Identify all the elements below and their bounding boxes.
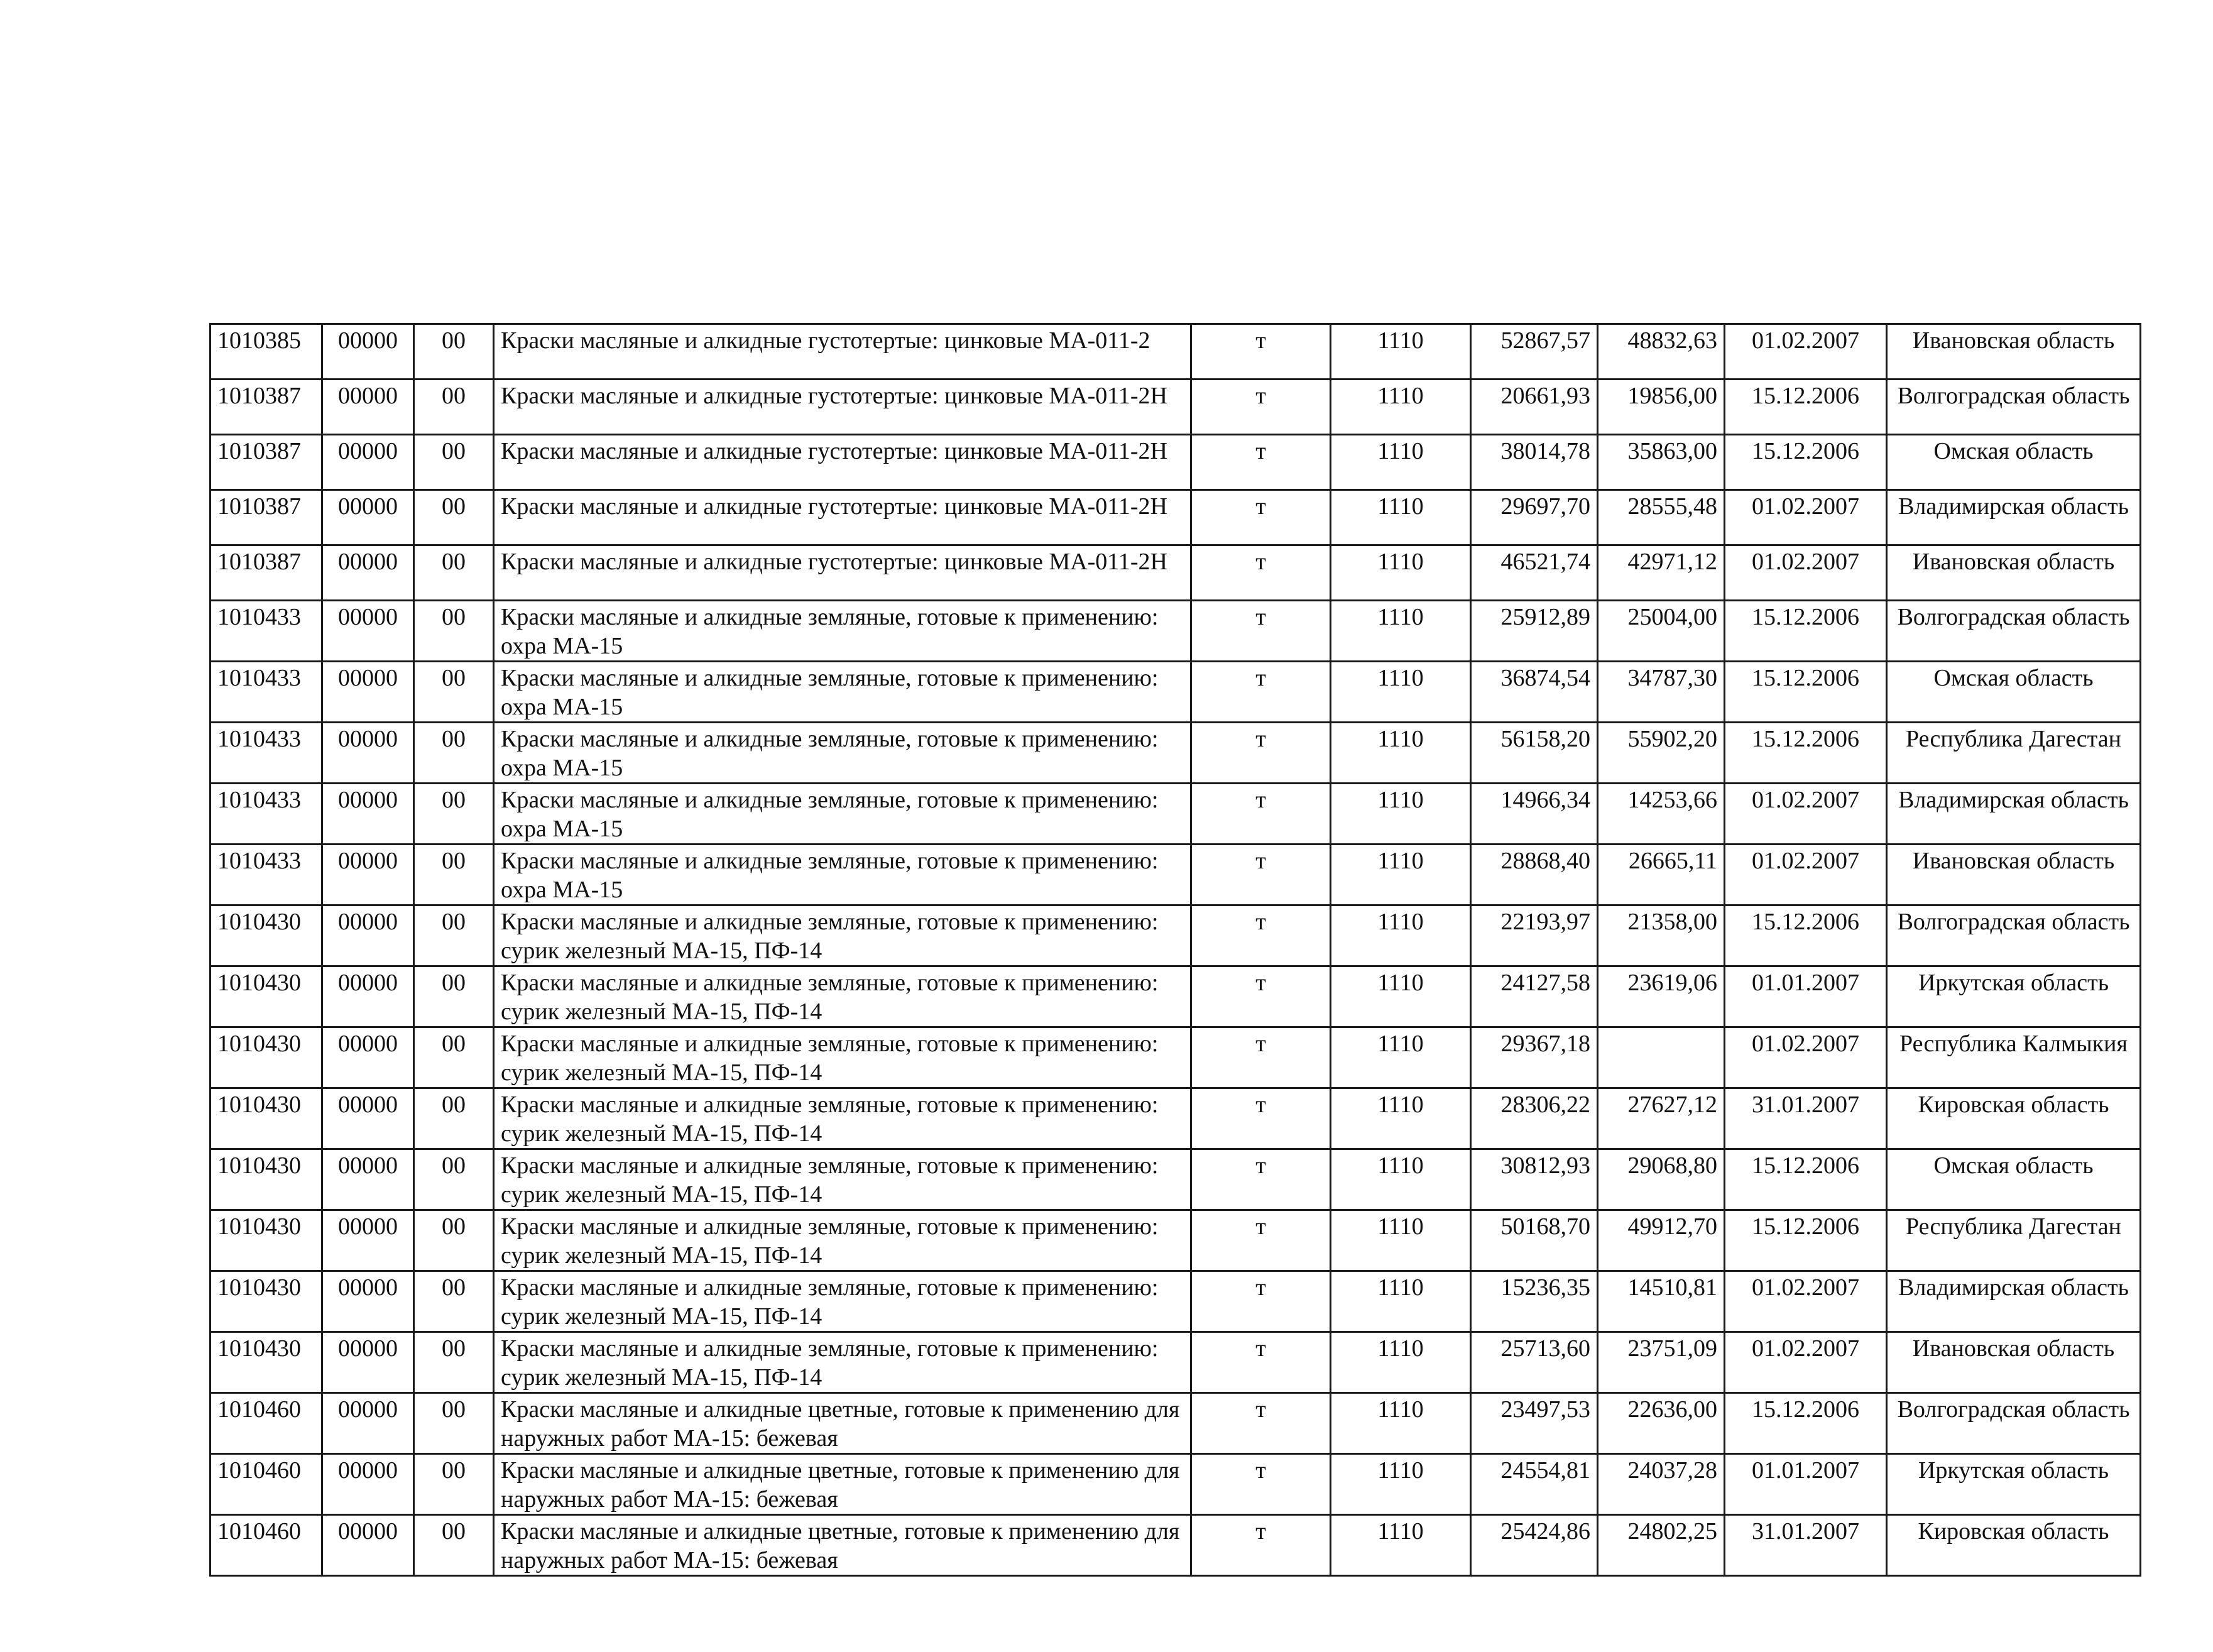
modifier-cell: 00 [414, 545, 494, 601]
price-without-vat-cell: 36874,54 [1471, 662, 1598, 723]
modifier-cell: 00 [414, 1271, 494, 1332]
product-name-cell: Краски масляные и алкидные густотертые: цинковые МА-011-2 [494, 324, 1191, 380]
product-name-cell: Краски масляные и алкидные земляные, готовые к применению: сурик железный МА-15, ПФ-14 [494, 1027, 1191, 1088]
modifier-cell: 00 [414, 966, 494, 1027]
okei-code-cell: 1110 [1331, 966, 1471, 1027]
subcode-cell: 00000 [322, 1515, 414, 1576]
unit-cell: т [1191, 601, 1331, 662]
price-second-cell: 21358,00 [1598, 905, 1725, 966]
price-without-vat-cell: 46521,74 [1471, 545, 1598, 601]
okei-code-cell: 1110 [1331, 1393, 1471, 1454]
unit-cell: т [1191, 1515, 1331, 1576]
modifier-cell: 00 [414, 324, 494, 380]
subcode-cell: 00000 [322, 435, 414, 490]
subcode-cell: 00000 [322, 1210, 414, 1271]
table-row [210, 966, 2141, 1027]
price-without-vat-cell: 22193,97 [1471, 905, 1598, 966]
date-cell: 31.01.2007 [1725, 1515, 1887, 1576]
okei-code-cell: 1110 [1331, 380, 1471, 435]
okei-code-cell: 1110 [1331, 601, 1471, 662]
price-without-vat-cell: 14966,34 [1471, 784, 1598, 845]
okei-code-cell: 1110 [1331, 1149, 1471, 1210]
price-without-vat-cell: 52867,57 [1471, 324, 1598, 380]
price-without-vat-cell: 30812,93 [1471, 1149, 1598, 1210]
modifier-cell: 00 [414, 845, 494, 905]
modifier-cell: 00 [414, 490, 494, 545]
table-row [210, 1515, 2141, 1576]
modifier-cell: 00 [414, 1149, 494, 1210]
okei-code-cell: 1110 [1331, 784, 1471, 845]
region-cell: Ивановская область [1887, 545, 2141, 601]
date-cell: 15.12.2006 [1725, 662, 1887, 723]
okei-code-cell: 1110 [1331, 324, 1471, 380]
price-second-cell: 42971,12 [1598, 545, 1725, 601]
table-row [210, 601, 2141, 662]
subcode-cell: 00000 [322, 905, 414, 966]
product-code-cell: 1010460 [210, 1393, 322, 1454]
product-code-cell: 1010387 [210, 545, 322, 601]
price-second-cell: 26665,11 [1598, 845, 1725, 905]
modifier-cell: 00 [414, 1454, 494, 1515]
product-code-cell: 1010433 [210, 784, 322, 845]
unit-cell: т [1191, 324, 1331, 380]
date-cell: 01.02.2007 [1725, 545, 1887, 601]
okei-code-cell: 1110 [1331, 1271, 1471, 1332]
region-cell: Волгоградская область [1887, 905, 2141, 966]
product-name-cell: Краски масляные и алкидные густотертые: цинковые МА-011-2Н [494, 490, 1191, 545]
okei-code-cell: 1110 [1331, 545, 1471, 601]
product-code-cell: 1010433 [210, 601, 322, 662]
product-name-cell: Краски масляные и алкидные густотертые: цинковые МА-011-2Н [494, 435, 1191, 490]
product-name-cell: Краски масляные и алкидные земляные, готовые к применению: сурик железный МА-15, ПФ-14 [494, 1271, 1191, 1332]
product-code-cell: 1010430 [210, 1149, 322, 1210]
price-second-cell: 34787,30 [1598, 662, 1725, 723]
price-second-cell: 14253,66 [1598, 784, 1725, 845]
price-without-vat-cell: 20661,93 [1471, 380, 1598, 435]
date-cell: 15.12.2006 [1725, 380, 1887, 435]
table-row [210, 845, 2141, 905]
table-row [210, 1332, 2141, 1393]
unit-cell: т [1191, 966, 1331, 1027]
date-cell: 15.12.2006 [1725, 1393, 1887, 1454]
subcode-cell: 00000 [322, 1454, 414, 1515]
date-cell: 15.12.2006 [1725, 1149, 1887, 1210]
modifier-cell: 00 [414, 435, 494, 490]
price-second-cell: 55902,20 [1598, 723, 1725, 784]
price-without-vat-cell: 50168,70 [1471, 1210, 1598, 1271]
price-second-cell: 49912,70 [1598, 1210, 1725, 1271]
subcode-cell: 00000 [322, 380, 414, 435]
unit-cell: т [1191, 1149, 1331, 1210]
modifier-cell: 00 [414, 662, 494, 723]
table-row [210, 435, 2141, 490]
modifier-cell: 00 [414, 1027, 494, 1088]
region-cell: Омская область [1887, 1149, 2141, 1210]
unit-cell: т [1191, 723, 1331, 784]
date-cell: 01.02.2007 [1725, 845, 1887, 905]
okei-code-cell: 1110 [1331, 1515, 1471, 1576]
product-code-cell: 1010430 [210, 1210, 322, 1271]
table-row [210, 324, 2141, 380]
price-second-cell: 24037,28 [1598, 1454, 1725, 1515]
unit-cell: т [1191, 1210, 1331, 1271]
product-code-cell: 1010430 [210, 1271, 322, 1332]
region-cell: Волгоградская область [1887, 1393, 2141, 1454]
region-cell: Волгоградская область [1887, 380, 2141, 435]
unit-cell: т [1191, 545, 1331, 601]
date-cell: 15.12.2006 [1725, 1210, 1887, 1271]
okei-code-cell: 1110 [1331, 1027, 1471, 1088]
table-row [210, 1210, 2141, 1271]
price-second-cell: 27627,12 [1598, 1088, 1725, 1149]
date-cell: 01.01.2007 [1725, 966, 1887, 1027]
subcode-cell: 00000 [322, 545, 414, 601]
price-second-cell: 29068,80 [1598, 1149, 1725, 1210]
unit-cell: т [1191, 1271, 1331, 1332]
region-cell: Иркутская область [1887, 966, 2141, 1027]
subcode-cell: 00000 [322, 324, 414, 380]
table-row [210, 1088, 2141, 1149]
table-row [210, 1393, 2141, 1454]
okei-code-cell: 1110 [1331, 1454, 1471, 1515]
product-code-cell: 1010430 [210, 1332, 322, 1393]
price-second-cell: 23619,06 [1598, 966, 1725, 1027]
price-second-cell: 19856,00 [1598, 380, 1725, 435]
subcode-cell: 00000 [322, 1332, 414, 1393]
date-cell: 01.02.2007 [1725, 1027, 1887, 1088]
price-without-vat-cell: 28306,22 [1471, 1088, 1598, 1149]
price-without-vat-cell: 29367,18 [1471, 1027, 1598, 1088]
region-cell: Иркутская область [1887, 1454, 2141, 1515]
okei-code-cell: 1110 [1331, 723, 1471, 784]
price-second-cell: 35863,00 [1598, 435, 1725, 490]
okei-code-cell: 1110 [1331, 845, 1471, 905]
product-code-cell: 1010430 [210, 905, 322, 966]
date-cell: 01.01.2007 [1725, 1454, 1887, 1515]
date-cell: 31.01.2007 [1725, 1088, 1887, 1149]
table-row [210, 1149, 2141, 1210]
price-without-vat-cell: 24127,58 [1471, 966, 1598, 1027]
region-cell: Омская область [1887, 662, 2141, 723]
date-cell: 15.12.2006 [1725, 723, 1887, 784]
product-name-cell: Краски масляные и алкидные густотертые: цинковые МА-011-2Н [494, 545, 1191, 601]
modifier-cell: 00 [414, 1515, 494, 1576]
unit-cell: т [1191, 1454, 1331, 1515]
subcode-cell: 00000 [322, 601, 414, 662]
unit-cell: т [1191, 845, 1331, 905]
subcode-cell: 00000 [322, 723, 414, 784]
okei-code-cell: 1110 [1331, 1332, 1471, 1393]
modifier-cell: 00 [414, 905, 494, 966]
modifier-cell: 00 [414, 601, 494, 662]
unit-cell: т [1191, 1027, 1331, 1088]
product-code-cell: 1010460 [210, 1454, 322, 1515]
subcode-cell: 00000 [322, 1271, 414, 1332]
date-cell: 01.02.2007 [1725, 1271, 1887, 1332]
table-row [210, 490, 2141, 545]
subcode-cell: 00000 [322, 1088, 414, 1149]
okei-code-cell: 1110 [1331, 662, 1471, 723]
okei-code-cell: 1110 [1331, 1210, 1471, 1271]
product-code-cell: 1010430 [210, 1027, 322, 1088]
price-second-cell: 24802,25 [1598, 1515, 1725, 1576]
product-name-cell: Краски масляные и алкидные земляные, готовые к применению: охра МА-15 [494, 845, 1191, 905]
unit-cell: т [1191, 905, 1331, 966]
table-row [210, 784, 2141, 845]
okei-code-cell: 1110 [1331, 490, 1471, 545]
region-cell: Республика Дагестан [1887, 1210, 2141, 1271]
okei-code-cell: 1110 [1331, 1088, 1471, 1149]
price-without-vat-cell: 38014,78 [1471, 435, 1598, 490]
date-cell: 15.12.2006 [1725, 905, 1887, 966]
region-cell: Волгоградская область [1887, 601, 2141, 662]
region-cell: Кировская область [1887, 1088, 2141, 1149]
product-name-cell: Краски масляные и алкидные цветные, готовые к применению для наружных работ МА-15: бежевая [494, 1515, 1191, 1576]
product-name-cell: Краски масляные и алкидные земляные, готовые к применению: сурик железный МА-15, ПФ-14 [494, 1210, 1191, 1271]
modifier-cell: 00 [414, 1088, 494, 1149]
product-name-cell: Краски масляные и алкидные земляные, готовые к применению: охра МА-15 [494, 601, 1191, 662]
unit-cell: т [1191, 380, 1331, 435]
price-without-vat-cell: 23497,53 [1471, 1393, 1598, 1454]
product-code-cell: 1010433 [210, 723, 322, 784]
table-row [210, 1027, 2141, 1088]
price-without-vat-cell: 29697,70 [1471, 490, 1598, 545]
unit-cell: т [1191, 435, 1331, 490]
subcode-cell: 00000 [322, 1393, 414, 1454]
modifier-cell: 00 [414, 1210, 494, 1271]
region-cell: Ивановская область [1887, 324, 2141, 380]
product-name-cell: Краски масляные и алкидные земляные, готовые к применению: сурик железный МА-15, ПФ-14 [494, 1332, 1191, 1393]
modifier-cell: 00 [414, 1393, 494, 1454]
price-without-vat-cell: 28868,40 [1471, 845, 1598, 905]
subcode-cell: 00000 [322, 966, 414, 1027]
product-code-cell: 1010387 [210, 435, 322, 490]
modifier-cell: 00 [414, 784, 494, 845]
table-body [210, 324, 2141, 1576]
table-row [210, 380, 2141, 435]
subcode-cell: 00000 [322, 1027, 414, 1088]
product-name-cell: Краски масляные и алкидные земляные, готовые к применению: охра МА-15 [494, 723, 1191, 784]
price-without-vat-cell: 25713,60 [1471, 1332, 1598, 1393]
price-without-vat-cell: 24554,81 [1471, 1454, 1598, 1515]
table-row [210, 1271, 2141, 1332]
price-second-cell: 22636,00 [1598, 1393, 1725, 1454]
price-second-cell: 23751,09 [1598, 1332, 1725, 1393]
table-row [210, 662, 2141, 723]
okei-code-cell: 1110 [1331, 435, 1471, 490]
price-second-cell: 14510,81 [1598, 1271, 1725, 1332]
date-cell: 01.02.2007 [1725, 784, 1887, 845]
unit-cell: т [1191, 784, 1331, 845]
price-second-cell: 48832,63 [1598, 324, 1725, 380]
region-cell: Республика Дагестан [1887, 723, 2141, 784]
subcode-cell: 00000 [322, 490, 414, 545]
region-cell: Ивановская область [1887, 845, 2141, 905]
price-second-cell: 25004,00 [1598, 601, 1725, 662]
modifier-cell: 00 [414, 380, 494, 435]
modifier-cell: 00 [414, 1332, 494, 1393]
product-name-cell: Краски масляные и алкидные цветные, готовые к применению для наружных работ МА-15: бежевая [494, 1393, 1191, 1454]
date-cell: 01.02.2007 [1725, 490, 1887, 545]
date-cell: 01.02.2007 [1725, 324, 1887, 380]
product-name-cell: Краски масляные и алкидные густотертые: цинковые МА-011-2Н [494, 380, 1191, 435]
subcode-cell: 00000 [322, 1149, 414, 1210]
price-second-cell: 28555,48 [1598, 490, 1725, 545]
product-code-cell: 1010387 [210, 380, 322, 435]
product-code-cell: 1010387 [210, 490, 322, 545]
region-cell: Омская область [1887, 435, 2141, 490]
product-name-cell: Краски масляные и алкидные земляные, готовые к применению: охра МА-15 [494, 784, 1191, 845]
price-second-cell [1598, 1027, 1725, 1088]
region-cell: Владимирская область [1887, 1271, 2141, 1332]
okei-code-cell: 1110 [1331, 905, 1471, 966]
region-cell: Владимирская область [1887, 784, 2141, 845]
product-name-cell: Краски масляные и алкидные земляные, готовые к применению: сурик железный МА-15, ПФ-14 [494, 905, 1191, 966]
table-row [210, 1454, 2141, 1515]
price-without-vat-cell: 25424,86 [1471, 1515, 1598, 1576]
date-cell: 15.12.2006 [1725, 435, 1887, 490]
price-without-vat-cell: 56158,20 [1471, 723, 1598, 784]
price-table [209, 323, 2141, 1577]
unit-cell: т [1191, 490, 1331, 545]
region-cell: Республика Калмыкия [1887, 1027, 2141, 1088]
product-name-cell: Краски масляные и алкидные земляные, готовые к применению: сурик железный МА-15, ПФ-14 [494, 1088, 1191, 1149]
region-cell: Владимирская область [1887, 490, 2141, 545]
product-code-cell: 1010433 [210, 845, 322, 905]
product-name-cell: Краски масляные и алкидные земляные, готовые к применению: сурик железный МА-15, ПФ-14 [494, 966, 1191, 1027]
product-code-cell: 1010430 [210, 1088, 322, 1149]
product-name-cell: Краски масляные и алкидные земляные, готовые к применению: сурик железный МА-15, ПФ-14 [494, 1149, 1191, 1210]
product-code-cell: 1010430 [210, 966, 322, 1027]
date-cell: 15.12.2006 [1725, 601, 1887, 662]
unit-cell: т [1191, 1332, 1331, 1393]
subcode-cell: 00000 [322, 662, 414, 723]
product-name-cell: Краски масляные и алкидные цветные, готовые к применению для наружных работ МА-15: бежевая [494, 1454, 1191, 1515]
region-cell: Кировская область [1887, 1515, 2141, 1576]
product-code-cell: 1010385 [210, 324, 322, 380]
unit-cell: т [1191, 1393, 1331, 1454]
unit-cell: т [1191, 662, 1331, 723]
product-code-cell: 1010460 [210, 1515, 322, 1576]
price-without-vat-cell: 25912,89 [1471, 601, 1598, 662]
unit-cell: т [1191, 1088, 1331, 1149]
table-row [210, 905, 2141, 966]
subcode-cell: 00000 [322, 845, 414, 905]
date-cell: 01.02.2007 [1725, 1332, 1887, 1393]
product-name-cell: Краски масляные и алкидные земляные, готовые к применению: охра МА-15 [494, 662, 1191, 723]
modifier-cell: 00 [414, 723, 494, 784]
table-row [210, 723, 2141, 784]
region-cell: Ивановская область [1887, 1332, 2141, 1393]
table-row [210, 545, 2141, 601]
price-without-vat-cell: 15236,35 [1471, 1271, 1598, 1332]
product-code-cell: 1010433 [210, 662, 322, 723]
subcode-cell: 00000 [322, 784, 414, 845]
